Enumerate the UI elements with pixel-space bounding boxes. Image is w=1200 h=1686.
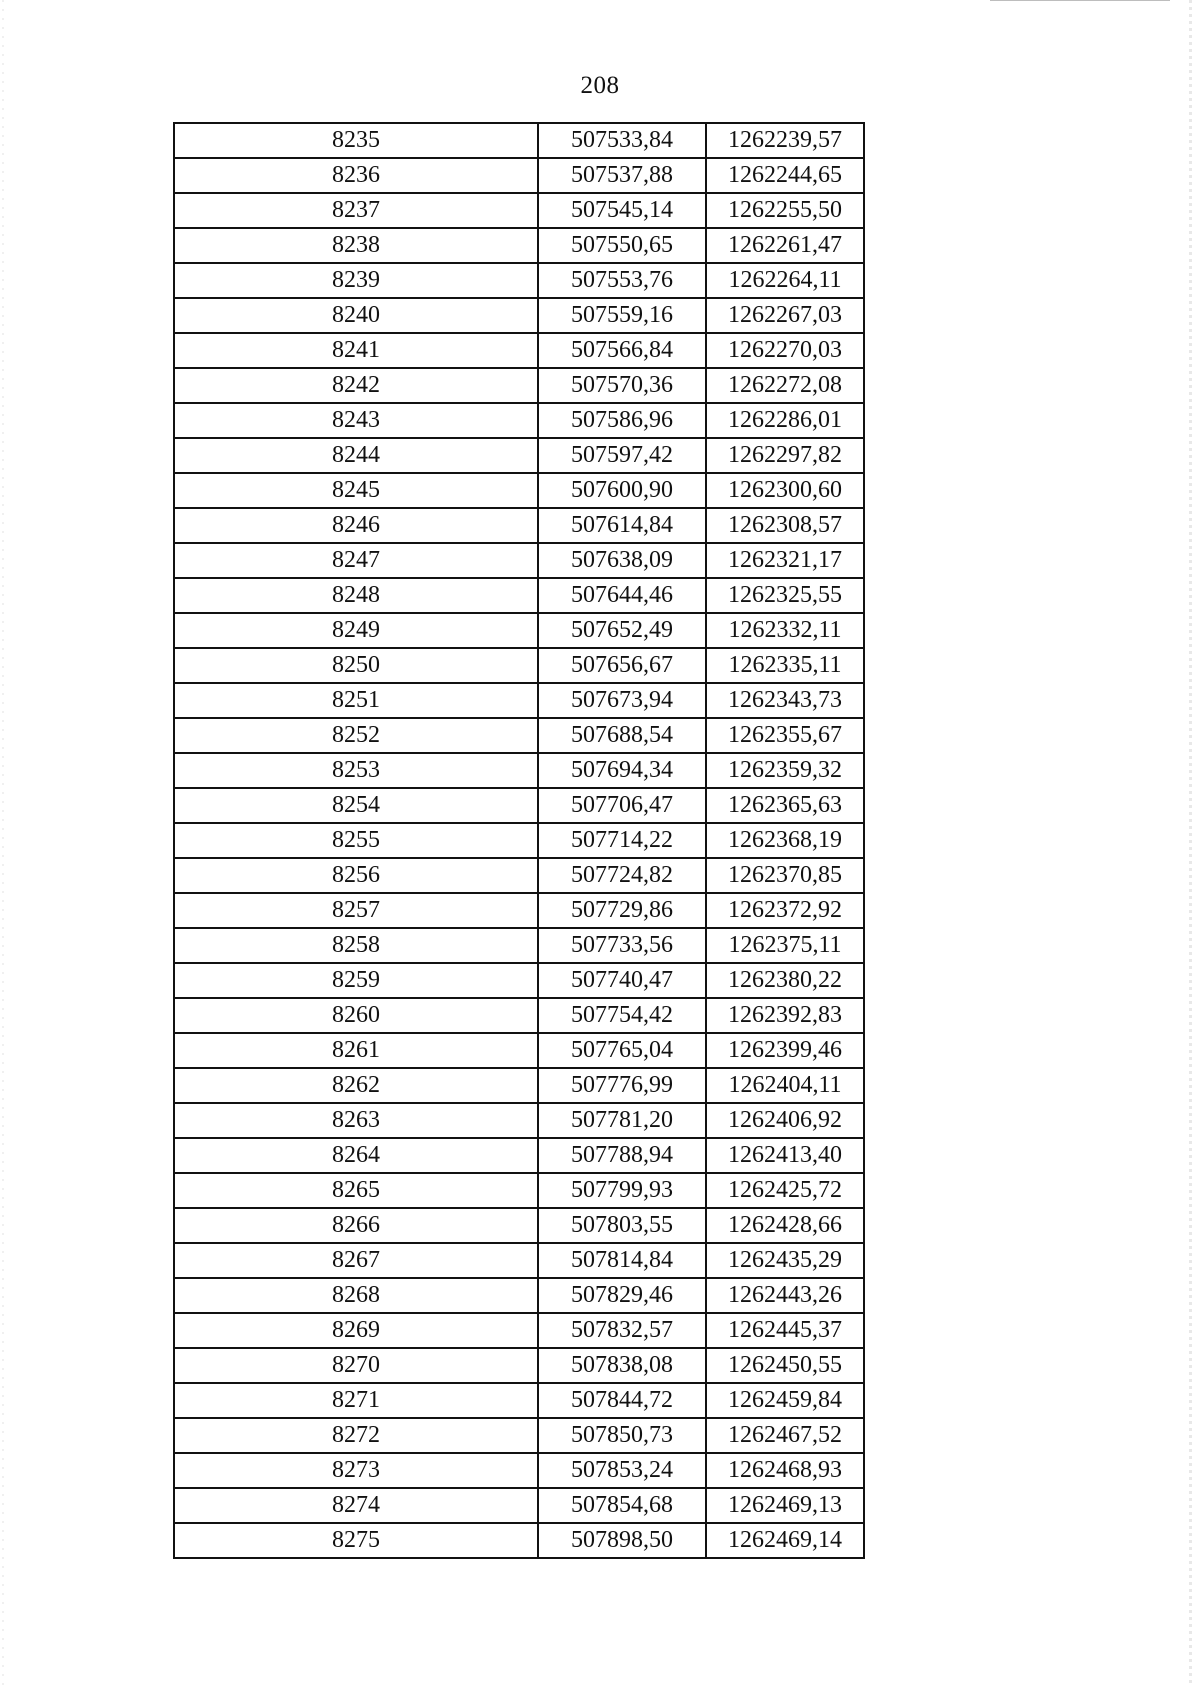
- table-row: [174, 578, 864, 613]
- y-coordinate-cell: 1262239,57: [706, 123, 864, 158]
- y-coordinate-cell: 1262372,92: [706, 893, 864, 928]
- table-row: [174, 613, 864, 648]
- x-coordinate-cell: 507799,93: [538, 1173, 706, 1208]
- table-row: [174, 123, 864, 158]
- x-coordinate-cell: 507644,46: [538, 578, 706, 613]
- y-coordinate-cell: 1262332,11: [706, 613, 864, 648]
- point-number-cell: 8255: [174, 823, 538, 858]
- table-row: [174, 1313, 864, 1348]
- table-row: [174, 543, 864, 578]
- point-number-cell: 8268: [174, 1278, 538, 1313]
- point-number-cell: 8260: [174, 998, 538, 1033]
- table-row: [174, 1523, 864, 1558]
- y-coordinate-cell: 1262321,17: [706, 543, 864, 578]
- point-number-cell: 8242: [174, 368, 538, 403]
- x-coordinate-cell: 507533,84: [538, 123, 706, 158]
- table-row: [174, 1208, 864, 1243]
- table-row: [174, 1453, 864, 1488]
- y-coordinate-cell: 1262392,83: [706, 998, 864, 1033]
- y-coordinate-cell: 1262450,55: [706, 1348, 864, 1383]
- coordinates-table: [173, 122, 865, 1559]
- x-coordinate-cell: 507652,49: [538, 613, 706, 648]
- y-coordinate-cell: 1262413,40: [706, 1138, 864, 1173]
- point-number-cell: 8245: [174, 473, 538, 508]
- table-row: [174, 788, 864, 823]
- table-row: [174, 823, 864, 858]
- point-number-cell: 8258: [174, 928, 538, 963]
- x-coordinate-cell: 507656,67: [538, 648, 706, 683]
- y-coordinate-cell: 1262399,46: [706, 1033, 864, 1068]
- x-coordinate-cell: 507614,84: [538, 508, 706, 543]
- y-coordinate-cell: 1262406,92: [706, 1103, 864, 1138]
- y-coordinate-cell: 1262469,13: [706, 1488, 864, 1523]
- point-number-cell: 8261: [174, 1033, 538, 1068]
- point-number-cell: 8246: [174, 508, 538, 543]
- x-coordinate-cell: 507714,22: [538, 823, 706, 858]
- point-number-cell: 8256: [174, 858, 538, 893]
- table-row: [174, 928, 864, 963]
- table-row: [174, 1033, 864, 1068]
- table-row: [174, 403, 864, 438]
- point-number-cell: 8262: [174, 1068, 538, 1103]
- table-row: [174, 193, 864, 228]
- table-row: [174, 1418, 864, 1453]
- x-coordinate-cell: 507673,94: [538, 683, 706, 718]
- y-coordinate-cell: 1262267,03: [706, 298, 864, 333]
- point-number-cell: 8275: [174, 1523, 538, 1558]
- table-row: [174, 893, 864, 928]
- point-number-cell: 8266: [174, 1208, 538, 1243]
- point-number-cell: 8253: [174, 753, 538, 788]
- point-number-cell: 8259: [174, 963, 538, 998]
- y-coordinate-cell: 1262355,67: [706, 718, 864, 753]
- point-number-cell: 8238: [174, 228, 538, 263]
- scan-top-rule: [990, 0, 1170, 1]
- table-row: [174, 438, 864, 473]
- x-coordinate-cell: 507854,68: [538, 1488, 706, 1523]
- point-number-cell: 8254: [174, 788, 538, 823]
- y-coordinate-cell: 1262335,11: [706, 648, 864, 683]
- x-coordinate-cell: 507559,16: [538, 298, 706, 333]
- x-coordinate-cell: 507638,09: [538, 543, 706, 578]
- point-number-cell: 8240: [174, 298, 538, 333]
- x-coordinate-cell: 507729,86: [538, 893, 706, 928]
- x-coordinate-cell: 507829,46: [538, 1278, 706, 1313]
- x-coordinate-cell: 507853,24: [538, 1453, 706, 1488]
- table-row: [174, 683, 864, 718]
- x-coordinate-cell: 507537,88: [538, 158, 706, 193]
- table-row: [174, 998, 864, 1033]
- x-coordinate-cell: 507566,84: [538, 333, 706, 368]
- x-coordinate-cell: 507803,55: [538, 1208, 706, 1243]
- y-coordinate-cell: 1262428,66: [706, 1208, 864, 1243]
- table-row: [174, 1103, 864, 1138]
- y-coordinate-cell: 1262468,93: [706, 1453, 864, 1488]
- y-coordinate-cell: 1262380,22: [706, 963, 864, 998]
- x-coordinate-cell: 507838,08: [538, 1348, 706, 1383]
- x-coordinate-cell: 507814,84: [538, 1243, 706, 1278]
- x-coordinate-cell: 507600,90: [538, 473, 706, 508]
- y-coordinate-cell: 1262443,26: [706, 1278, 864, 1313]
- table-row: [174, 963, 864, 998]
- x-coordinate-cell: 507898,50: [538, 1523, 706, 1558]
- point-number-cell: 8244: [174, 438, 538, 473]
- x-coordinate-cell: 507776,99: [538, 1068, 706, 1103]
- table-row: [174, 1243, 864, 1278]
- y-coordinate-cell: 1262469,14: [706, 1523, 864, 1558]
- x-coordinate-cell: 507733,56: [538, 928, 706, 963]
- x-coordinate-cell: 507844,72: [538, 1383, 706, 1418]
- x-coordinate-cell: 507597,42: [538, 438, 706, 473]
- table-row: [174, 1138, 864, 1173]
- y-coordinate-cell: 1262343,73: [706, 683, 864, 718]
- point-number-cell: 8239: [174, 263, 538, 298]
- x-coordinate-cell: 507754,42: [538, 998, 706, 1033]
- y-coordinate-cell: 1262467,52: [706, 1418, 864, 1453]
- point-number-cell: 8237: [174, 193, 538, 228]
- y-coordinate-cell: 1262297,82: [706, 438, 864, 473]
- point-number-cell: 8236: [174, 158, 538, 193]
- scan-edge-left: [2, 0, 4, 1686]
- x-coordinate-cell: 507832,57: [538, 1313, 706, 1348]
- x-coordinate-cell: 507586,96: [538, 403, 706, 438]
- point-number-cell: 8251: [174, 683, 538, 718]
- y-coordinate-cell: 1262325,55: [706, 578, 864, 613]
- point-number-cell: 8243: [174, 403, 538, 438]
- point-number-cell: 8257: [174, 893, 538, 928]
- x-coordinate-cell: 507553,76: [538, 263, 706, 298]
- y-coordinate-cell: 1262261,47: [706, 228, 864, 263]
- point-number-cell: 8265: [174, 1173, 538, 1208]
- table-row: [174, 368, 864, 403]
- y-coordinate-cell: 1262286,01: [706, 403, 864, 438]
- table-row: [174, 228, 864, 263]
- point-number-cell: 8269: [174, 1313, 538, 1348]
- table-row: [174, 718, 864, 753]
- y-coordinate-cell: 1262308,57: [706, 508, 864, 543]
- point-number-cell: 8248: [174, 578, 538, 613]
- x-coordinate-cell: 507850,73: [538, 1418, 706, 1453]
- point-number-cell: 8273: [174, 1453, 538, 1488]
- point-number-cell: 8272: [174, 1418, 538, 1453]
- y-coordinate-cell: 1262404,11: [706, 1068, 864, 1103]
- point-number-cell: 8247: [174, 543, 538, 578]
- x-coordinate-cell: 507688,54: [538, 718, 706, 753]
- y-coordinate-cell: 1262435,29: [706, 1243, 864, 1278]
- table-row: [174, 263, 864, 298]
- page-number: 208: [580, 72, 620, 99]
- table-row: [174, 858, 864, 893]
- point-number-cell: 8274: [174, 1488, 538, 1523]
- table-row: [174, 1383, 864, 1418]
- y-coordinate-cell: 1262445,37: [706, 1313, 864, 1348]
- scan-edge-right: [1189, 0, 1192, 1686]
- point-number-cell: 8267: [174, 1243, 538, 1278]
- table-row: [174, 473, 864, 508]
- y-coordinate-cell: 1262375,11: [706, 928, 864, 963]
- coordinates-table-body: [174, 123, 864, 1558]
- x-coordinate-cell: 507694,34: [538, 753, 706, 788]
- point-number-cell: 8235: [174, 123, 538, 158]
- table-row: [174, 158, 864, 193]
- x-coordinate-cell: 507570,36: [538, 368, 706, 403]
- point-number-cell: 8264: [174, 1138, 538, 1173]
- y-coordinate-cell: 1262255,50: [706, 193, 864, 228]
- point-number-cell: 8270: [174, 1348, 538, 1383]
- table-row: [174, 298, 864, 333]
- table-row: [174, 333, 864, 368]
- table-row: [174, 1488, 864, 1523]
- x-coordinate-cell: 507788,94: [538, 1138, 706, 1173]
- y-coordinate-cell: 1262264,11: [706, 263, 864, 298]
- y-coordinate-cell: 1262244,65: [706, 158, 864, 193]
- y-coordinate-cell: 1262272,08: [706, 368, 864, 403]
- table-row: [174, 1173, 864, 1208]
- table-row: [174, 1068, 864, 1103]
- x-coordinate-cell: 507550,65: [538, 228, 706, 263]
- x-coordinate-cell: 507740,47: [538, 963, 706, 998]
- y-coordinate-cell: 1262300,60: [706, 473, 864, 508]
- point-number-cell: 8249: [174, 613, 538, 648]
- y-coordinate-cell: 1262365,63: [706, 788, 864, 823]
- x-coordinate-cell: 507545,14: [538, 193, 706, 228]
- y-coordinate-cell: 1262459,84: [706, 1383, 864, 1418]
- y-coordinate-cell: 1262359,32: [706, 753, 864, 788]
- point-number-cell: 8241: [174, 333, 538, 368]
- point-number-cell: 8263: [174, 1103, 538, 1138]
- table-row: [174, 648, 864, 683]
- table-row: [174, 508, 864, 543]
- y-coordinate-cell: 1262425,72: [706, 1173, 864, 1208]
- x-coordinate-cell: 507765,04: [538, 1033, 706, 1068]
- y-coordinate-cell: 1262368,19: [706, 823, 864, 858]
- x-coordinate-cell: 507706,47: [538, 788, 706, 823]
- x-coordinate-cell: 507724,82: [538, 858, 706, 893]
- table-row: [174, 753, 864, 788]
- y-coordinate-cell: 1262270,03: [706, 333, 864, 368]
- point-number-cell: 8252: [174, 718, 538, 753]
- point-number-cell: 8271: [174, 1383, 538, 1418]
- table-row: [174, 1278, 864, 1313]
- x-coordinate-cell: 507781,20: [538, 1103, 706, 1138]
- y-coordinate-cell: 1262370,85: [706, 858, 864, 893]
- point-number-cell: 8250: [174, 648, 538, 683]
- table-row: [174, 1348, 864, 1383]
